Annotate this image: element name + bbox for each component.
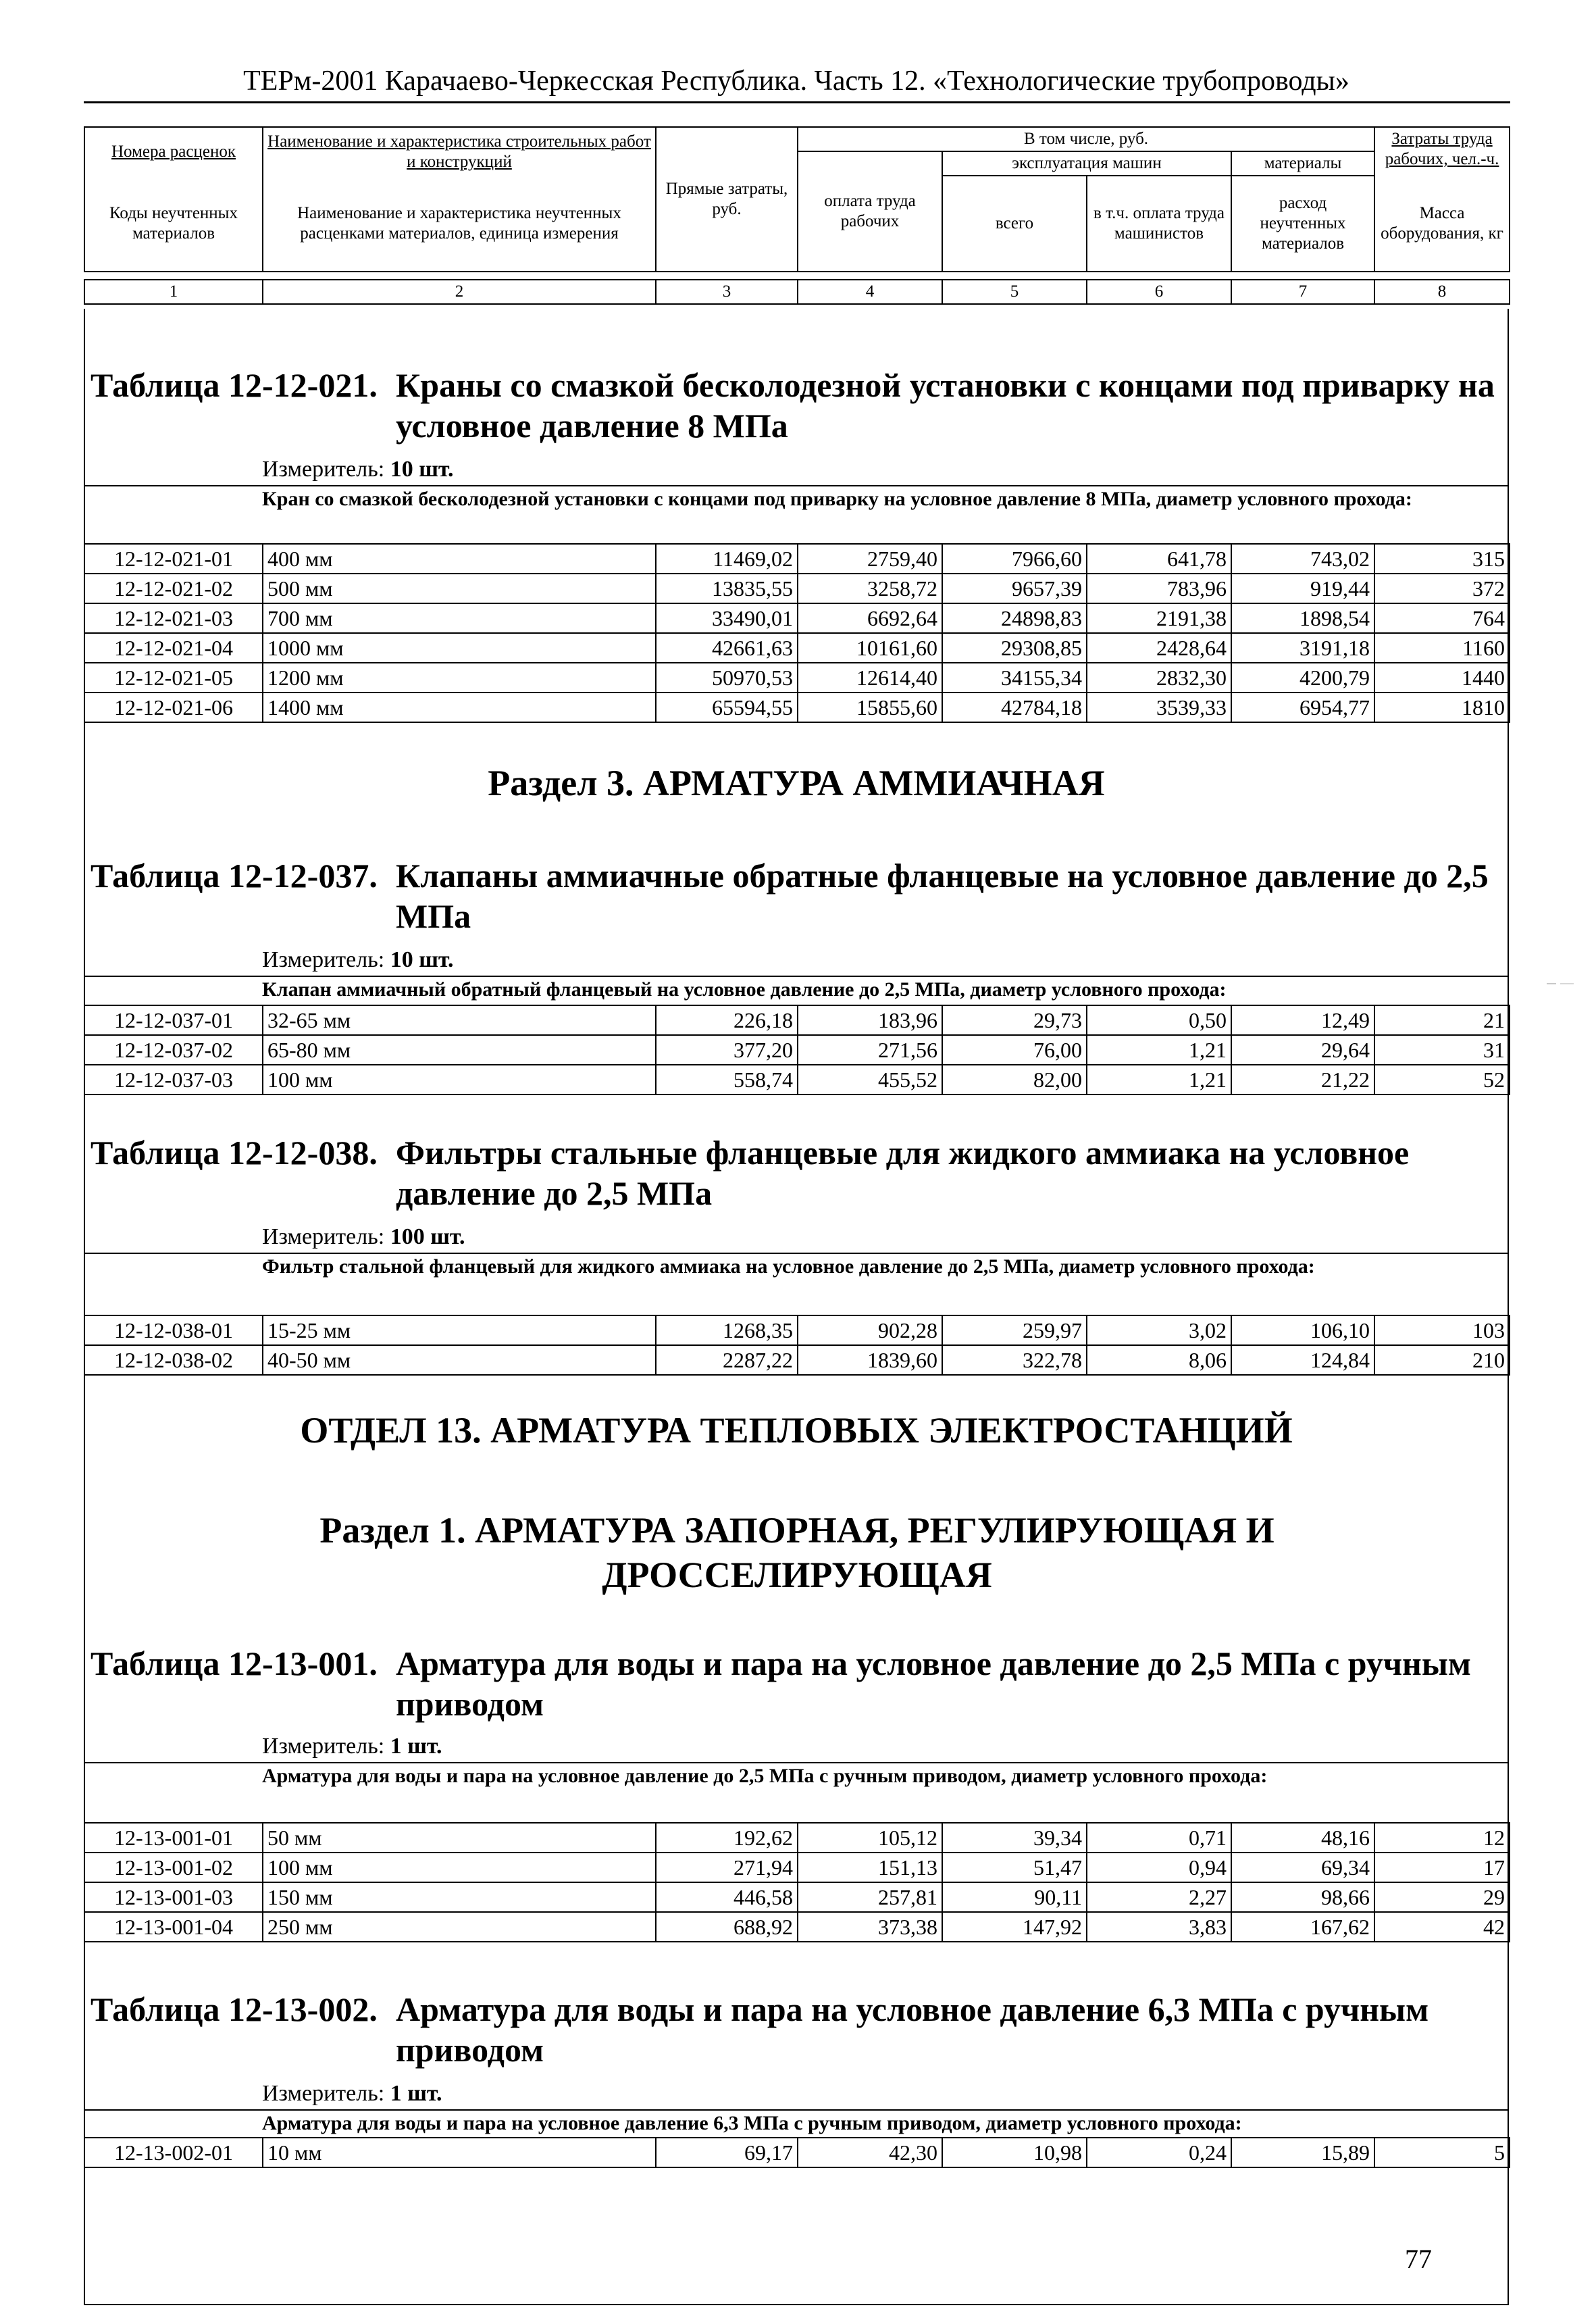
value-cell: 42 — [1374, 1912, 1510, 1942]
measurer-label: Измеритель: — [262, 1224, 385, 1249]
value-cell: 1810 — [1374, 693, 1510, 722]
table-title: Арматура для воды и пара на условное давление до 2,5 МПа с ручным приводом — [396, 1644, 1471, 1723]
value-cell: 15,89 — [1231, 2138, 1374, 2167]
value-cell: 902,28 — [798, 1315, 942, 1345]
value-cell: 24898,83 — [942, 603, 1087, 633]
col8-top-label: Затраты труда рабочих, чел.-ч. — [1385, 130, 1499, 168]
value-cell: 446,58 — [656, 1882, 798, 1912]
rate-code-cell: 12-12-037-02 — [84, 1035, 263, 1065]
value-cell: 1898,54 — [1231, 603, 1374, 633]
col-number: 4 — [798, 280, 942, 304]
value-cell: 558,74 — [656, 1065, 798, 1095]
col2-top-label: Наименование и характеристика строительных работ и конструкций — [267, 132, 651, 171]
value-cell: 322,78 — [942, 1345, 1087, 1375]
value-cell: 0,94 — [1087, 1853, 1231, 1882]
col-number: 6 — [1087, 280, 1231, 304]
measurer-value: 10 шт. — [390, 457, 454, 482]
value-cell: 783,96 — [1087, 574, 1231, 603]
rate-code-cell: 12-12-021-01 — [84, 544, 263, 574]
table-heading — [91, 1989, 1503, 2070]
diameter-cell: 1400 мм — [263, 693, 656, 722]
value-cell: 6692,64 — [798, 603, 942, 633]
value-cell: 50970,53 — [656, 663, 798, 693]
value-cell: 4200,79 — [1231, 663, 1374, 693]
rate-code-cell: 12-12-021-04 — [84, 633, 263, 663]
col3-label: Прямые затраты, руб. — [656, 127, 798, 272]
column-header-table — [84, 126, 1510, 305]
diameter-cell: 500 мм — [263, 574, 656, 603]
table-heading — [91, 1132, 1503, 1213]
table-row — [84, 1823, 1510, 1853]
rate-code-cell: 12-13-001-01 — [84, 1823, 263, 1853]
value-cell: 42784,18 — [942, 693, 1087, 722]
value-cell: 17 — [1374, 1853, 1510, 1882]
table-title: Краны со смазкой бесколодезной установки с концами под приварку на условное давление 8 МПа — [396, 366, 1495, 445]
table-number: Таблица 12-13-001. — [91, 1644, 378, 1682]
value-cell: 98,66 — [1231, 1882, 1374, 1912]
table-row — [84, 663, 1510, 693]
value-cell: 15855,60 — [798, 693, 942, 722]
col8-bottom-label: Масса оборудования, кг — [1374, 176, 1510, 272]
value-cell: 9657,39 — [942, 574, 1087, 603]
table-heading — [91, 1643, 1503, 1724]
value-cell: 0,24 — [1087, 2138, 1231, 2167]
table-title: Фильтры стальные фланцевые для жидкого аммиака на условное давление до 2,5 МПа — [396, 1134, 1410, 1212]
value-cell: 3258,72 — [798, 574, 942, 603]
value-cell: 52 — [1374, 1065, 1510, 1095]
value-cell: 455,52 — [798, 1065, 942, 1095]
value-cell: 82,00 — [942, 1065, 1087, 1095]
value-cell: 39,34 — [942, 1823, 1087, 1853]
measurer — [262, 2081, 442, 2107]
value-cell: 3,02 — [1087, 1315, 1231, 1345]
diameter-cell: 700 мм — [263, 603, 656, 633]
value-cell: 167,62 — [1231, 1912, 1374, 1942]
table-row — [84, 693, 1510, 722]
value-cell: 103 — [1374, 1315, 1510, 1345]
value-cell: 2,27 — [1087, 1882, 1231, 1912]
rate-code-cell: 12-13-002-01 — [84, 2138, 263, 2167]
value-cell: 3191,18 — [1231, 633, 1374, 663]
department-title: ОТДЕЛ 13. АРМАТУРА ТЕПЛОВЫХ ЭЛЕКТРОСТАНЦИЙ — [300, 1410, 1293, 1451]
rate-code-cell: 12-13-001-04 — [84, 1912, 263, 1942]
value-cell: 6954,77 — [1231, 693, 1374, 722]
value-cell: 51,47 — [942, 1853, 1087, 1882]
value-cell: 257,81 — [798, 1882, 942, 1912]
measurer-value: 1 шт. — [390, 2081, 442, 2106]
value-cell: 69,17 — [656, 2138, 798, 2167]
table-description: Клапан аммиачный обратный фланцевый на условное давление до 2,5 МПа, диаметр условного прохода: — [262, 978, 1227, 1001]
value-cell: 0,71 — [1087, 1823, 1231, 1853]
measurer-label: Измеритель: — [262, 947, 385, 972]
value-cell: 1839,60 — [798, 1345, 942, 1375]
value-cell: 105,12 — [798, 1823, 942, 1853]
measurer — [262, 1734, 442, 1759]
table-row — [84, 1005, 1510, 1035]
rate-code-cell: 12-12-021-05 — [84, 663, 263, 693]
rate-code-cell: 12-12-021-02 — [84, 574, 263, 603]
value-cell: 1440 — [1374, 663, 1510, 693]
value-cell: 34155,34 — [942, 663, 1087, 693]
col5-label: всего — [942, 176, 1087, 272]
value-cell: 183,96 — [798, 1005, 942, 1035]
table-row — [84, 603, 1510, 633]
table-row — [84, 2138, 1510, 2167]
diameter-cell: 1200 мм — [263, 663, 656, 693]
rate-code-cell: 12-12-021-03 — [84, 603, 263, 633]
value-cell: 3539,33 — [1087, 693, 1231, 722]
diameter-cell: 10 мм — [263, 2138, 656, 2167]
table-title: Клапаны аммиачные обратные фланцевые на условное давление до 2,5 МПа — [396, 857, 1489, 935]
value-cell: 315 — [1374, 544, 1510, 574]
value-cell: 65594,55 — [656, 693, 798, 722]
value-cell: 147,92 — [942, 1912, 1087, 1942]
value-cell: 33490,01 — [656, 603, 798, 633]
measurer-value: 10 шт. — [390, 947, 454, 972]
table-number: Таблица 12-12-038. — [91, 1134, 378, 1172]
diameter-cell: 65-80 мм — [263, 1035, 656, 1065]
rate-code-cell: 12-12-038-02 — [84, 1345, 263, 1375]
rates-table — [84, 1005, 1510, 1095]
diameter-cell: 250 мм — [263, 1912, 656, 1942]
value-cell: 2287,22 — [656, 1345, 798, 1375]
value-cell: 226,18 — [656, 1005, 798, 1035]
table-row — [84, 1035, 1510, 1065]
value-cell: 10,98 — [942, 2138, 1087, 2167]
table-row — [84, 1315, 1510, 1345]
table-row — [84, 544, 1510, 574]
measurer-label: Измеритель: — [262, 2081, 385, 2106]
table-heading — [91, 855, 1503, 936]
table-row — [84, 633, 1510, 663]
table-number: Таблица 12-13-002. — [91, 1990, 378, 2028]
section-title: Раздел 1. АРМАТУРА ЗАПОРНАЯ, РЕГУЛИРУЮЩАЯ И ДРОССЕЛИРУЮЩАЯ — [319, 1510, 1275, 1595]
col-number: 7 — [1231, 280, 1374, 304]
measurer-label: Измеритель: — [262, 457, 385, 482]
value-cell: 29,64 — [1231, 1035, 1374, 1065]
value-cell: 90,11 — [942, 1882, 1087, 1912]
col1-bottom-label: Коды неучтенных материалов — [84, 176, 263, 272]
value-cell: 1268,35 — [656, 1315, 798, 1345]
diameter-cell: 50 мм — [263, 1823, 656, 1853]
col4-label: оплата труда рабочих — [798, 151, 942, 272]
value-cell: 3,83 — [1087, 1912, 1231, 1942]
col-number: 3 — [656, 280, 798, 304]
value-cell: 0,50 — [1087, 1005, 1231, 1035]
col-number: 1 — [84, 280, 263, 304]
value-cell: 7966,60 — [942, 544, 1087, 574]
col6-label: в т.ч. оплата труда машинистов — [1087, 176, 1231, 272]
value-cell: 8,06 — [1087, 1345, 1231, 1375]
value-cell: 106,10 — [1231, 1315, 1374, 1345]
value-cell: 76,00 — [942, 1035, 1087, 1065]
value-cell: 372 — [1374, 574, 1510, 603]
header-rule — [84, 101, 1510, 103]
table-row — [84, 1345, 1510, 1375]
table-title: Арматура для воды и пара на условное давление 6,3 МПа с ручным приводом — [396, 1990, 1429, 2069]
value-cell: 192,62 — [656, 1823, 798, 1853]
col-number: 2 — [263, 280, 656, 304]
diameter-cell: 32-65 мм — [263, 1005, 656, 1035]
value-cell: 1,21 — [1087, 1065, 1231, 1095]
table-row — [84, 1065, 1510, 1095]
value-cell: 271,56 — [798, 1035, 942, 1065]
value-cell: 151,13 — [798, 1853, 942, 1882]
value-cell: 1,21 — [1087, 1035, 1231, 1065]
col-number: 5 — [942, 280, 1087, 304]
value-cell: 373,38 — [798, 1912, 942, 1942]
measurer — [262, 1224, 465, 1250]
col2-bottom-label: Наименование и характеристика неучтенных расценками материалов, единица измерения — [263, 176, 656, 272]
table-description: Арматура для воды и пара на условное давление до 2,5 МПа с ручным приводом, диаметр условного прохода: — [262, 1765, 1268, 1787]
col7-label: расход неучтенных материалов — [1231, 176, 1374, 272]
value-cell: 2759,40 — [798, 544, 942, 574]
value-cell: 124,84 — [1231, 1345, 1374, 1375]
rate-code-cell: 12-13-001-02 — [84, 1853, 263, 1882]
value-cell: 12,49 — [1231, 1005, 1374, 1035]
table-number: Таблица 12-12-021. — [91, 366, 378, 404]
diameter-cell: 1000 мм — [263, 633, 656, 663]
value-cell: 210 — [1374, 1345, 1510, 1375]
value-cell: 1160 — [1374, 633, 1510, 663]
value-cell: 764 — [1374, 603, 1510, 633]
rate-code-cell: 12-12-037-03 — [84, 1065, 263, 1095]
measurer-value: 100 шт. — [390, 1224, 465, 1249]
value-cell: 2191,38 — [1087, 603, 1231, 633]
scan-mark — [1547, 981, 1574, 986]
value-cell: 21 — [1374, 1005, 1510, 1035]
diameter-cell: 40-50 мм — [263, 1345, 656, 1375]
table-description: Фильтр стальной фланцевый для жидкого аммиака на условное давление до 2,5 МПа, диаметр условного прохода: — [262, 1255, 1315, 1278]
table-description: Арматура для воды и пара на условное давление 6,3 МПа с ручным приводом, диаметр условного прохода: — [262, 2112, 1242, 2134]
materials-label: материалы — [1231, 151, 1374, 176]
machines-label: эксплуатация машин — [942, 151, 1231, 176]
value-cell: 31 — [1374, 1035, 1510, 1065]
value-cell: 11469,02 — [656, 544, 798, 574]
diameter-cell: 400 мм — [263, 544, 656, 574]
section-title: Раздел 3. АРМАТУРА АММИАЧНАЯ — [488, 763, 1105, 803]
table-number: Таблица 12-12-037. — [91, 857, 378, 895]
value-cell: 2832,30 — [1087, 663, 1231, 693]
table-heading — [91, 365, 1503, 446]
col1-top-label: Номера расценок — [111, 142, 236, 161]
running-header: ТЕРм-2001 Карачаево-Черкесская Республика. Часть 12. «Технологические трубопроводы» — [243, 66, 1349, 97]
value-cell: 377,20 — [656, 1035, 798, 1065]
col-number: 8 — [1374, 280, 1510, 304]
rate-code-cell: 12-12-021-06 — [84, 693, 263, 722]
value-cell: 259,97 — [942, 1315, 1087, 1345]
value-cell: 29,73 — [942, 1005, 1087, 1035]
diameter-cell: 100 мм — [263, 1853, 656, 1882]
value-cell: 2428,64 — [1087, 633, 1231, 663]
rates-table — [84, 1822, 1510, 1942]
page-number: 77 — [1405, 2244, 1432, 2274]
value-cell: 919,44 — [1231, 574, 1374, 603]
value-cell: 48,16 — [1231, 1823, 1374, 1853]
value-cell: 641,78 — [1087, 544, 1231, 574]
diameter-cell: 150 мм — [263, 1882, 656, 1912]
rate-code-cell: 12-13-001-03 — [84, 1882, 263, 1912]
rates-table — [84, 2137, 1510, 2168]
value-cell: 743,02 — [1231, 544, 1374, 574]
value-cell: 688,92 — [656, 1912, 798, 1942]
table-row — [84, 1853, 1510, 1882]
table-row — [84, 574, 1510, 603]
measurer-value: 1 шт. — [390, 1734, 442, 1759]
diameter-cell: 100 мм — [263, 1065, 656, 1095]
rate-code-cell: 12-12-037-01 — [84, 1005, 263, 1035]
rate-code-cell: 12-12-038-01 — [84, 1315, 263, 1345]
value-cell: 29308,85 — [942, 633, 1087, 663]
value-cell: 69,34 — [1231, 1853, 1374, 1882]
value-cell: 29 — [1374, 1882, 1510, 1912]
diameter-cell: 15-25 мм — [263, 1315, 656, 1345]
measurer — [262, 457, 454, 482]
value-cell: 5 — [1374, 2138, 1510, 2167]
value-cell: 42,30 — [798, 2138, 942, 2167]
table-row — [84, 1882, 1510, 1912]
table-description: Кран со смазкой бесколодезной установки с концами под приварку на условное давление 8 МПа, диаметр условного прохода: — [262, 488, 1412, 510]
measurer — [262, 947, 454, 973]
rates-table — [84, 1315, 1510, 1376]
value-cell: 13835,55 — [656, 574, 798, 603]
table-row — [84, 1912, 1510, 1942]
value-cell: 10161,60 — [798, 633, 942, 663]
value-cell: 42661,63 — [656, 633, 798, 663]
rates-table — [84, 543, 1510, 723]
value-cell: 21,22 — [1231, 1065, 1374, 1095]
value-cell: 271,94 — [656, 1853, 798, 1882]
value-cell: 12 — [1374, 1823, 1510, 1853]
group-label: В том числе, руб. — [798, 127, 1374, 151]
value-cell: 12614,40 — [798, 663, 942, 693]
measurer-label: Измеритель: — [262, 1734, 385, 1759]
